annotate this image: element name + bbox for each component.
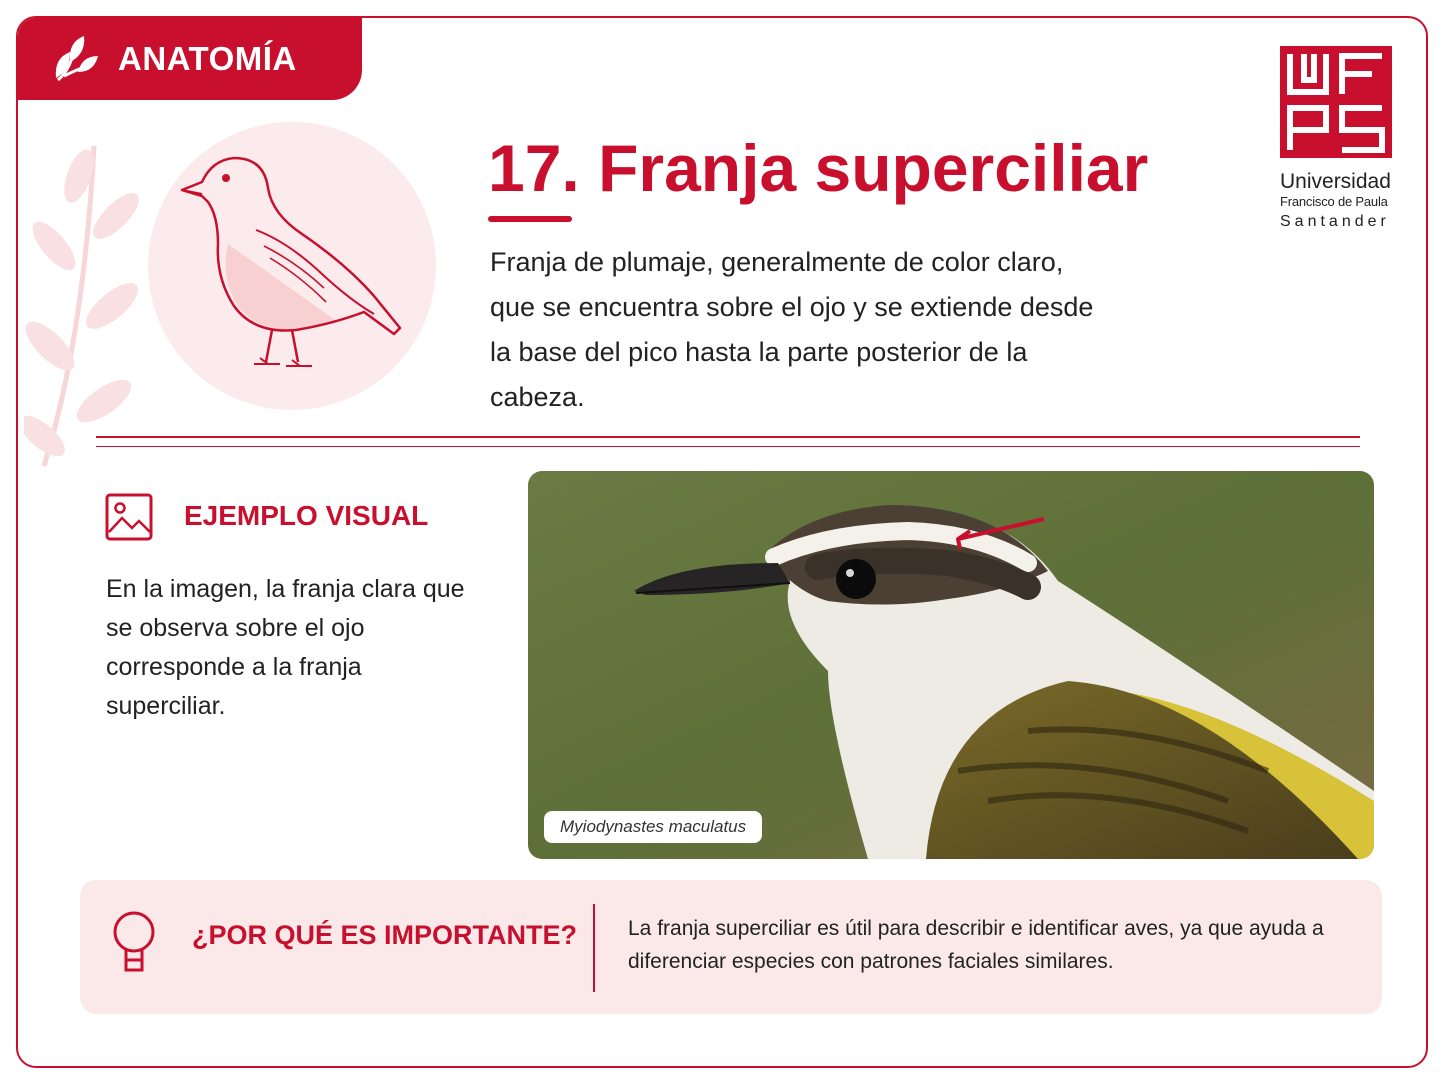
- university-logo: [1280, 46, 1400, 233]
- example-heading: EJEMPLO VISUAL: [184, 500, 429, 531]
- magnifier-icon: [110, 910, 158, 974]
- importance-heading: ¿POR QUÉ ES IMPORTANTE?: [192, 920, 578, 950]
- bird-photo: [528, 471, 1374, 859]
- leaf-icon: [48, 32, 102, 86]
- section-divider-thin: [96, 446, 1360, 447]
- ufps-logo-mark: [1280, 46, 1392, 158]
- section-divider: [96, 436, 1360, 438]
- infographic-card: [16, 16, 1428, 1068]
- importance-box: [80, 880, 1382, 1014]
- page-title: 17. Franja superciliar: [488, 131, 1149, 205]
- bird-photo-illustration: [528, 471, 1374, 859]
- category-tag: [18, 18, 362, 100]
- branch-decoration: [24, 136, 144, 476]
- species-caption: Myiodynastes maculatus: [544, 811, 762, 843]
- importance-divider: [593, 904, 595, 992]
- logo-line-1: Universidad: [1280, 170, 1391, 193]
- bird-illustration-circle: [148, 122, 436, 410]
- definition-text: Franja de plumaje, generalmente de color claro, que se encuentra sobre el ojo y se extiende desde la base del pico hasta la parte posterior de la cabeza.: [490, 247, 1094, 412]
- bird-outline-icon: [168, 146, 418, 386]
- title-underline: [488, 216, 572, 222]
- importance-text: La franja superciliar es útil para describir e identificar aves, ya que ayuda a diferenciar especies con patrones faciales similares.: [628, 917, 1324, 973]
- category-label: ANATOMÍA: [118, 40, 297, 77]
- example-text: En la imagen, la franja clara que se observa sobre el ojo corresponde a la franja superciliar.: [106, 575, 465, 720]
- logo-line-3: Santander: [1280, 213, 1390, 230]
- image-icon: [104, 492, 154, 542]
- logo-line-2: Francisco de Paula: [1280, 194, 1388, 209]
